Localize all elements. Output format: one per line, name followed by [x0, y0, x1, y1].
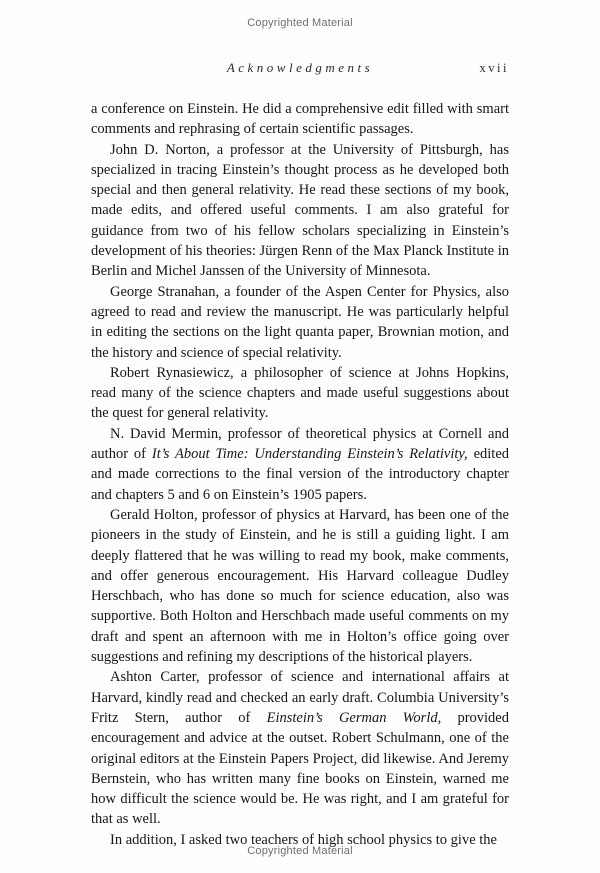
copyright-notice-bottom: Copyrighted Material	[247, 845, 353, 857]
paragraph-text: provided encouragement and advice at the outset. Robert Schulmann, one of the original editors at the Einstein Papers Project, did likewise. And Jeremy Bernstein, who has written many fine books on Einstein, warned me how difficult the science would be. He was right, and I am grateful for that as well.	[91, 709, 509, 828]
paragraph	[91, 424, 509, 505]
paragraph	[91, 505, 509, 667]
book-title-italic: It’s About Time: Understanding Einstein’s Relativity,	[151, 446, 468, 463]
paragraph-text: George Stranahan, a founder of the Aspen Center for Physics, also agreed to read and review the manuscript. He was particularly helpful in editing the sections on the light quanta paper, Brownian motion, and the history and science of special relativity.	[91, 283, 509, 361]
body-text	[91, 99, 509, 850]
paragraph	[91, 282, 509, 363]
page-number: xvii	[479, 61, 509, 75]
paragraph-text: Robert Rynasiewicz, a philosopher of science at Johns Hopkins, read many of the science chapters and made useful suggestions about the quest for general relativity.	[91, 364, 509, 422]
paragraph	[91, 99, 509, 140]
paragraph	[91, 363, 509, 424]
paragraph-text: edited and made corrections to the final version of the introductory chapter and chapters 5 and 6 on Einstein’s 1905 papers.	[91, 446, 509, 503]
chapter-title: Acknowledgments	[226, 60, 374, 75]
paragraph-text: a conference on Einstein. He did a comprehensive edit filled with smart comments and rephrasing of certain scientific passages.	[91, 101, 509, 138]
running-head	[91, 60, 509, 78]
paragraph	[91, 667, 509, 829]
book-title-italic: Einstein’s German World,	[266, 709, 442, 726]
copyright-notice-top: Copyrighted Material	[247, 17, 353, 29]
paragraph-text: Ashton Carter, professor of science and international affairs at Harvard, kindly read and checked an early draft. Columbia University’s Fritz Stern, author of	[91, 669, 509, 726]
paragraph-text: N. David Mermin, professor of theoretical physics at Cornell and author of	[91, 425, 509, 463]
paragraph-text: Gerald Holton, professor of physics at Harvard, has been one of the pioneers in the study of Einstein, and he is still a guiding light. I am deeply flattered that he was willing to read my book, make comments, and offer generous encouragement. His Harvard colleague Dudley Herschbach, who has done so much for science education, also was supportive. Both Holton and Herschbach made useful comments on my draft and spent an afternoon with me in Holton’s office going over suggestions and refining my descriptions of the historical players.	[91, 506, 509, 666]
paragraph-text: John D. Norton, a professor at the University of Pittsburgh, has specialized in tracing Einstein’s thought process as he developed both special and then general relativity. He read these sections of my book, made edits, and offered useful comments. I am also grateful for guidance from two of his fellow scholars specializing in Einstein’s development of his theories: Jürgen Renn of the Max Planck Institute in Berlin and Michel Janssen of the University of Minnesota.	[91, 141, 509, 280]
paragraph-text: In addition, I asked two teachers of high school physics to give the	[110, 831, 497, 848]
paragraph	[91, 140, 509, 282]
